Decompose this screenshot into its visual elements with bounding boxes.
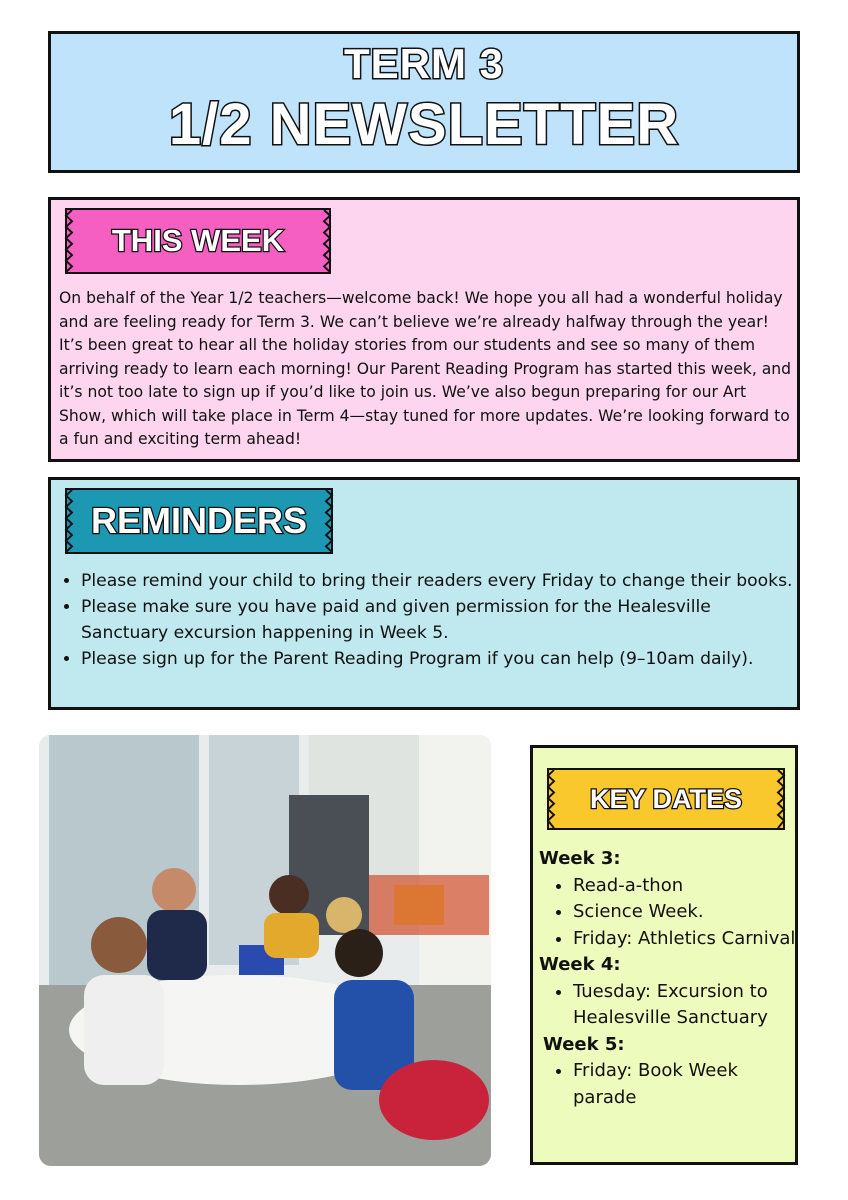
this-week-section [48,197,800,462]
reminders-heading: REMINDERS [90,500,308,541]
week-label: Week 5: [543,1033,625,1055]
zigzag-edge-icon [64,210,74,272]
key-dates-heading: KEY DATES [589,783,743,814]
zigzag-edge-icon [322,210,332,272]
week-label: Week 4: [539,954,621,975]
this-week-text: On behalf of the Year 1/2 teachers—welcome back! We hope you all had a wonderful holiday and are feeling ready for Term 3. We can’t believe we’re already halfway through the year! It’s been great to hear all the holiday stories from our students and see so many of them arriving ready to learn each morning! Our Parent Reading Program has started this week, and it’s not too late to sign up if you’d like to join us. We’ve also begun preparing for our Art Show, which will take place in Term 4—stay tuned for more updates. We’re looking forward to a fun and exciting term ahead! [59,289,792,448]
list-item: • Tuesday: Excursion to Healesville Sanctuary [573,979,797,1032]
reminders-list [51,568,796,672]
reminders-section [48,477,800,710]
newsletter-title: 1/2 NEWSLETTER [168,92,680,157]
term-title: TERM 3 [343,40,504,87]
list-item: • Please remind your child to bring their readers every Friday to change their books. [81,568,796,594]
classroom-photo [39,735,491,1166]
list-item: • Science Week. [573,899,797,926]
key-dates-banner [547,768,785,830]
reminders-banner [65,488,333,554]
zigzag-edge-icon [64,490,74,552]
classroom-photo-icon [39,735,491,1166]
this-week-heading: THIS WEEK [111,223,285,258]
list-item: • Read-a-thon [573,873,797,900]
list-item: • Friday: Book Week parade [573,1058,797,1111]
list-item: • Please make sure you have paid and given permission for the Healesville Sanctuary excursion happening in Week 5. [81,594,796,646]
zigzag-edge-icon [324,490,334,552]
this-week-banner [65,208,331,274]
week-label: Week 3: [539,848,621,869]
newsletter-header [48,31,800,173]
zigzag-edge-icon [546,770,556,828]
list-item: • Friday: Athletics Carnival [573,926,797,953]
zigzag-edge-icon [776,770,786,828]
list-item: • Please sign up for the Parent Reading Program if you can help (9–10am daily). [81,646,796,672]
key-dates-section [530,745,798,1165]
key-dates-list [539,846,797,1111]
